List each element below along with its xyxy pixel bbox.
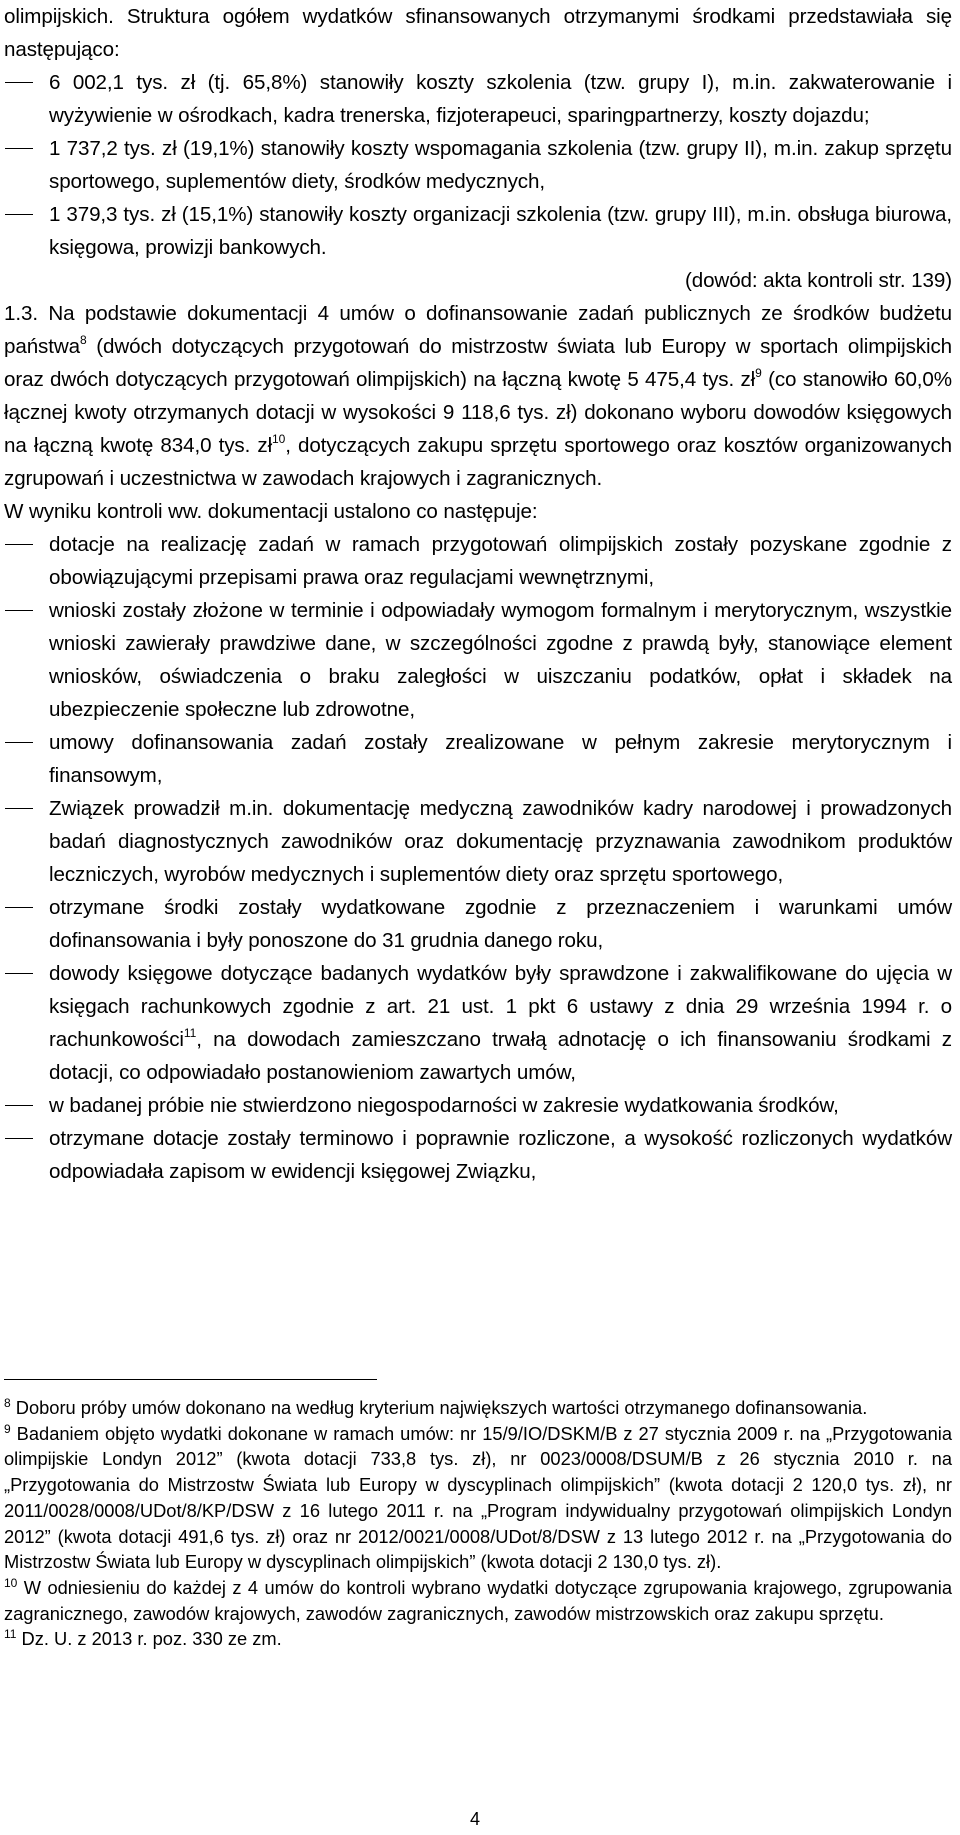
findings-list bbox=[4, 528, 952, 1188]
list-item bbox=[4, 891, 952, 957]
list-item-text: w badanej próbie nie stwierdzono niegospodarności w zakresie wydatkowania środków, bbox=[49, 1094, 839, 1117]
dash-bullet-icon bbox=[5, 1138, 33, 1139]
dash-bullet-icon bbox=[5, 1105, 33, 1106]
intro-paragraph: olimpijskich. Struktura ogółem wydatków sfinansowanych otrzymanymi środkami przedstawiała się następująco: bbox=[4, 5, 952, 61]
footnote-text: Dz. U. z 2013 r. poz. 330 ze zm. bbox=[16, 1628, 282, 1650]
evidence-reference: (dowód: akta kontroli str. 139) bbox=[684, 269, 952, 292]
list-item-text: otrzymane dotacje zostały terminowo i poprawnie rozliczone, a wysokość rozliczonych wydatków odpowiadała zapisom w ewidencji księgowej Związku, bbox=[49, 1127, 952, 1183]
list-item bbox=[4, 1089, 952, 1122]
dash-bullet-icon bbox=[5, 214, 33, 215]
section-text: (co stanowiło 60,0% łącznej kwoty otrzymanych dotacji w wysokości 9 118,6 tys. zł) dokonano wyboru dowodów księgowych na łączną kwotę 834,0 tys. zł bbox=[4, 368, 952, 457]
list-item-text: umowy dofinansowania zadań zostały zrealizowane w pełnym zakresie merytorycznym i finansowym, bbox=[49, 731, 952, 787]
footnote-text: Doboru próby umów dokonano na według kryterium największych wartości otrzymanego dofinansowania. bbox=[10, 1397, 868, 1418]
list-item bbox=[4, 1122, 952, 1188]
list-item-text: 1 737,2 tys. zł (19,1%) stanowiły koszty wspomagania szkolenia (tzw. grupy II), m.in. zakup sprzętu sportowego, suplementów diety, środków medycznych, bbox=[49, 137, 952, 193]
dash-bullet-icon bbox=[5, 907, 33, 908]
footnote-ref-11[interactable]: 11 bbox=[183, 1026, 197, 1040]
list-item bbox=[4, 957, 952, 1089]
dash-bullet-icon bbox=[5, 610, 33, 611]
footnote-number: 8 bbox=[4, 1396, 11, 1410]
footnote-text: W odniesieniu do każdej z 4 umów do kontroli wybrano wydatki dotyczące zgrupowania krajowego, zgrupowania zagranicznego, zawodów krajowych, zawodów zagranicznych, zawodów mistrzowskich oraz zakupu sprzętu. bbox=[4, 1576, 952, 1624]
findings-intro: W wyniku kontroli ww. dokumentacji ustalono co następuje: bbox=[4, 500, 538, 523]
list-item bbox=[4, 66, 952, 132]
list-item-text: , na dowodach zamieszczano trwałą adnotację o ich finansowaniu środkami z dotacji, co odpowiadało postanowieniom zawartych umów, bbox=[49, 1028, 952, 1084]
list-item-text: 1 379,3 tys. zł (15,1%) stanowiły koszty organizacji szkolenia (tzw. grupy III), m.in. obsługa biurowa, księgowa, prowizji bankowych. bbox=[49, 203, 952, 259]
list-item-text: dowody księgowe dotyczące badanych wydatków były sprawdzone i zakwalifikowane do ujęcia w księgach rachunkowych zgodnie z art. 21 ust. 1 pkt 6 ustawy z dnia 29 września 1994 r. o rachunkowości bbox=[49, 962, 952, 1051]
main-text bbox=[4, 0, 952, 1188]
cost-structure-list bbox=[4, 66, 952, 264]
dash-bullet-icon bbox=[5, 808, 33, 809]
dash-bullet-icon bbox=[5, 973, 33, 974]
list-item bbox=[4, 528, 952, 594]
section-text: , dotyczących zakupu sprzętu sportowego oraz kosztów organizowanych zgrupowań i uczestnictwa w zawodach krajowych i zagranicznych. bbox=[4, 434, 952, 490]
list-item-text: dotacje na realizację zadań w ramach przygotowań olimpijskich zostały pozyskane zgodnie z obowiązującymi przepisami prawa oraz regulacjami wewnętrznymi, bbox=[49, 533, 952, 589]
list-item-text: otrzymane środki zostały wydatkowane zgodnie z przeznaczeniem i warunkami umów dofinansowania i były ponoszone do 31 grudnia danego roku, bbox=[49, 896, 952, 952]
footnote-number: 11 bbox=[4, 1627, 17, 1642]
footnotes bbox=[4, 1395, 952, 1652]
list-item-text: wnioski zostały złożone w terminie i odpowiadały wymogom formalnym i merytorycznym, wszystkie wnioski zawierały prawdziwe dane, w szczególności zgodne z prawdą były, stanowiące element wniosków, oświadczenia o braku zaległości w uiszczaniu podatków, opłat i składek na ubezpieczenie społeczne lub zdrowotne, bbox=[49, 599, 952, 721]
list-item-text: 6 002,1 tys. zł (tj. 65,8%) stanowiły koszty szkolenia (tzw. grupy I), m.in. zakwaterowanie i wyżywienie w ośrodkach, kadra trenerska, fizjoterapeuci, sparingpartnerzy, koszty dojazdu; bbox=[49, 71, 952, 127]
footnote-8 bbox=[4, 1395, 952, 1421]
footnote-number: 9 bbox=[4, 1421, 11, 1436]
footnote-9 bbox=[4, 1421, 952, 1575]
dash-bullet-icon bbox=[5, 148, 33, 149]
list-item bbox=[4, 132, 952, 198]
footnote-separator bbox=[4, 1379, 377, 1380]
footnote-ref-9[interactable]: 9 bbox=[755, 366, 762, 380]
footnote-11 bbox=[4, 1626, 952, 1652]
dash-bullet-icon bbox=[5, 82, 33, 83]
list-item bbox=[4, 198, 952, 264]
section-1-3-paragraph bbox=[4, 297, 952, 495]
footnote-10 bbox=[4, 1575, 952, 1626]
page-number: 4 bbox=[470, 1809, 481, 1829]
list-item bbox=[4, 792, 952, 891]
footnote-text: Badaniem objęto wydatki dokonane w ramach umów: nr 15/9/IO/DSKM/B z 27 stycznia 2009 r. na „Przygotowania olimpijskie Londyn 2012” (kwota dotacji 733,8 tys. zł), nr 0023/0008/DSUM/B z 26 stycznia 2010 r. na „Przygotowania do Mistrzostw Świata lub Europy w dyscyplinach olimpijskich” (kwota dotacji 2 120,0 tys. zł), nr 2011/0028/0008/UDot/8/KP/DSW z 16 lutego 2011 r. na „Program indywidualny przygotowań olimpijskich Londyn 2012” (kwota dotacji 491,6 tys. zł) oraz nr 2012/0021/0008/UDot/8/DSW z 13 lutego 2012 r. na „Przygotowania do Mistrzostw Świata lub Europy w dyscyplinach olimpijskich” (kwota dotacji 2 130,0 tys. zł). bbox=[4, 1422, 952, 1573]
footnote-number: 10 bbox=[4, 1575, 18, 1590]
footnote-ref-8[interactable]: 8 bbox=[80, 333, 87, 347]
dash-bullet-icon bbox=[5, 544, 33, 545]
list-item-text: Związek prowadził m.in. dokumentację medyczną zawodników kadry narodowej i prowadzonych badań diagnostycznych zawodników oraz dokumentację przyznawania zawodnikom produktów leczniczych, wyrobów medycznych i suplementów diety oraz sprzętu sportowego, bbox=[49, 797, 952, 886]
list-item bbox=[4, 726, 952, 792]
list-item bbox=[4, 594, 952, 726]
footnote-ref-10[interactable]: 10 bbox=[272, 432, 286, 446]
section-text: 1.3. Na podstawie dokumentacji 4 umów o dofinansowanie zadań publicznych ze środków budżetu państwa bbox=[4, 302, 952, 358]
dash-bullet-icon bbox=[5, 742, 33, 743]
section-text: (dwóch dotyczących przygotowań do mistrzostw świata lub Europy w sportach olimpijskich oraz dwóch dotyczących przygotowań olimpijskich) na łączną kwotę 5 475,4 tys. zł bbox=[4, 335, 952, 391]
